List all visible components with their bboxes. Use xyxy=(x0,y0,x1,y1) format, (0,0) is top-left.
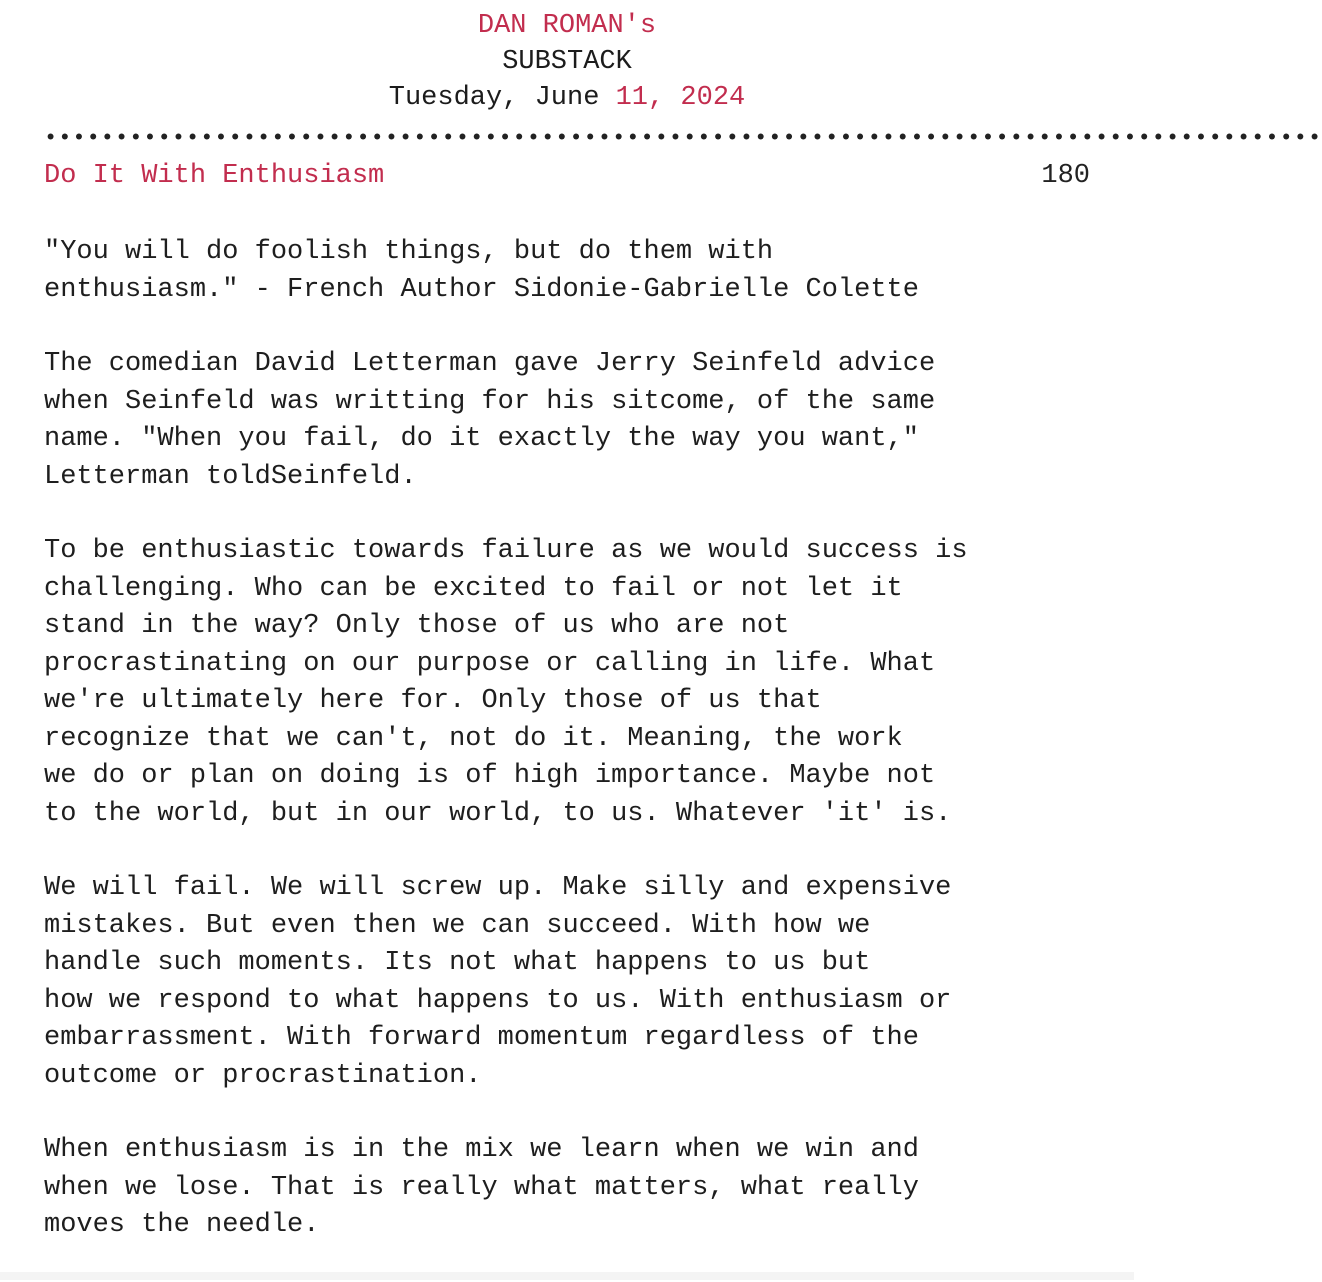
paragraph xyxy=(44,1132,1114,1245)
text-line: To be enthusiastic towards failure as we would success is xyxy=(44,536,968,566)
text-line: "You will do foolish things, but do them with xyxy=(44,237,774,267)
text-line: mistakes. But even then we can succeed. With how we xyxy=(44,910,871,941)
text-line: Letterman toldSeinfeld. xyxy=(44,461,417,492)
text-line: moves the needle. xyxy=(44,1210,320,1240)
text-line: when we lose. That is really what matters, what really xyxy=(44,1172,919,1203)
text-line: embarrassment. With forward momentum regardless of the xyxy=(44,1023,919,1053)
date-day: 11 xyxy=(615,83,649,113)
paragraph xyxy=(44,346,1114,496)
post-number: 180 xyxy=(1041,161,1090,191)
text-line: to the world, but in our world, to us. Whatever 'it' is. xyxy=(44,798,952,829)
post-body xyxy=(44,234,1114,1282)
text-line: how we respond to what happens to us. With enthusiasm or xyxy=(44,985,952,1016)
text-line: The comedian David Letterman gave Jerry Seinfeld advice xyxy=(44,349,936,379)
paragraph xyxy=(44,234,1114,309)
text-line: We will fail. We will screw up. Make silly and expensive xyxy=(44,873,952,903)
masthead xyxy=(0,8,1134,116)
dotted-divider: •••••••••••••••••••••••••••••••••••••••••••••••••••••••••••••••••••••••••••••••••••••••••• xyxy=(44,126,1322,151)
text-line: handle such moments. Its not what happens to us but xyxy=(44,948,871,978)
date-suffix: , 2024 xyxy=(648,83,746,113)
text-line: challenging. Who can be excited to fail or not let it xyxy=(44,573,903,604)
text-line: name. "When you fail, do it exactly the way you want," xyxy=(44,424,919,454)
paragraph xyxy=(44,870,1114,1095)
date-prefix: Tuesday, June xyxy=(388,83,616,113)
text-line: we're ultimately here for. Only those of us that xyxy=(44,686,822,716)
post-title-bar xyxy=(44,158,1090,194)
page-bottom-edge xyxy=(0,1272,1134,1280)
paragraph xyxy=(44,533,1114,833)
text-line: when Seinfeld was writting for his sitcome, of the same xyxy=(44,386,936,417)
publication-name: SUBSTACK xyxy=(502,47,632,77)
text-line: When enthusiasm is in the mix we learn when we win and xyxy=(44,1135,919,1165)
author-name: DAN ROMAN's xyxy=(477,11,657,41)
text-line: we do or plan on doing is of high importance. Maybe not xyxy=(44,761,936,791)
text-line: recognize that we can't, not do it. Meaning, the work xyxy=(44,723,903,754)
text-line: outcome or procrastination. xyxy=(44,1060,482,1091)
post-date xyxy=(0,80,1134,116)
text-line: stand in the way? Only those of us who are not xyxy=(44,611,790,641)
text-line: enthusiasm." - French Author Sidonie-Gabrielle Colette xyxy=(44,274,919,305)
text-line: procrastinating on our purpose or calling in life. What xyxy=(44,648,936,679)
post-title: Do It With Enthusiasm xyxy=(44,161,385,191)
